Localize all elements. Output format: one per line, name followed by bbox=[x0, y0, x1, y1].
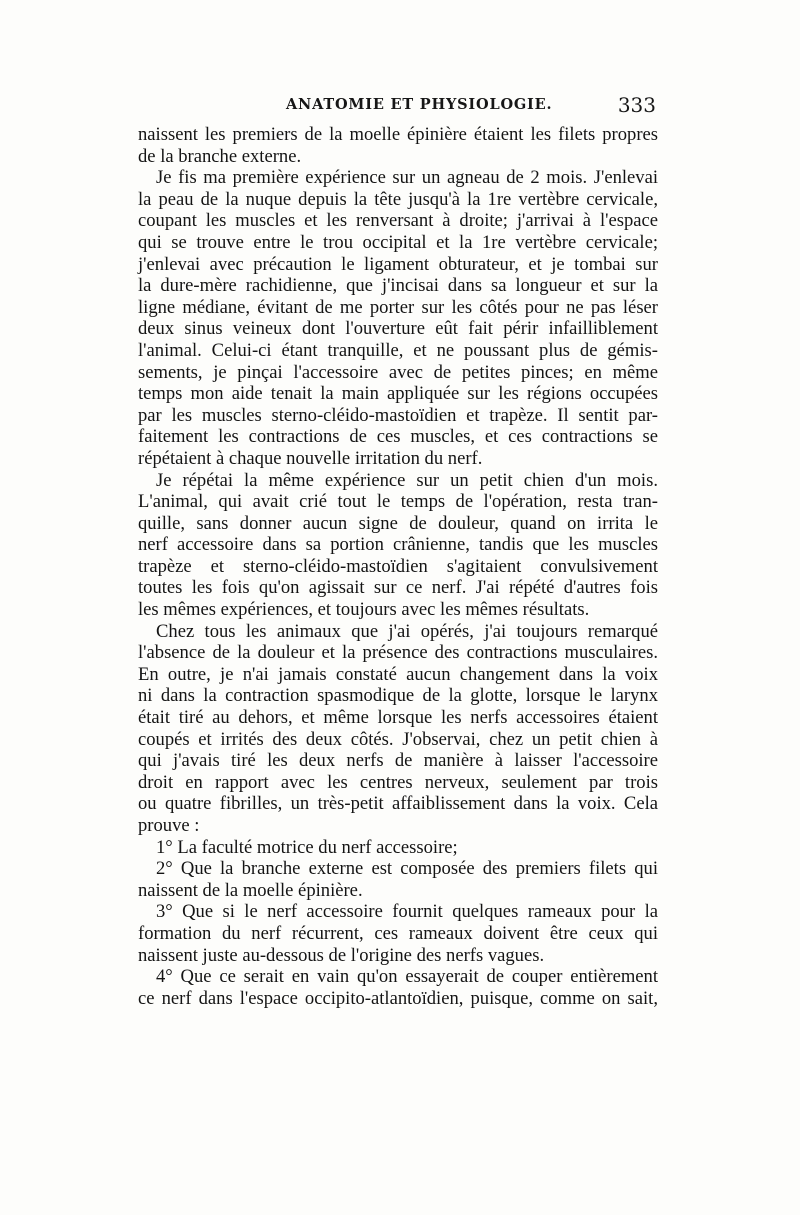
text-line: ni dans la contraction spasmodique de la glotte, lorsque le larynx bbox=[138, 685, 658, 707]
paragraph bbox=[138, 837, 658, 859]
text-line: j'enlevai avec précaution le ligament obturateur, et je tombai sur bbox=[138, 253, 658, 275]
paragraph bbox=[138, 858, 658, 901]
paragraph bbox=[138, 470, 658, 621]
text-line: prouve : bbox=[138, 815, 200, 836]
text-line: deux sinus veineux dont l'ouverture eût fait périr infailliblement bbox=[138, 318, 658, 340]
text-line: Je fis ma première expérience sur un agneau de 2 mois. J'enlevai bbox=[156, 167, 658, 189]
text-line: ou quatre fibrilles, un très-petit affaiblissement dans la voix. Cela bbox=[138, 793, 658, 815]
text-line: Je répétai la même expérience sur un petit chien d'un mois. bbox=[156, 469, 658, 491]
text-line: trapèze et sterno-cléido-mastoïdien s'agitaient convulsivement bbox=[138, 555, 658, 577]
text-line: naissent de la moelle épinière. bbox=[138, 879, 363, 901]
text-line: la peau de la nuque depuis la tête jusqu'à la 1re vertèbre cervicale, bbox=[138, 188, 658, 210]
text-line: les mêmes expériences, et toujours avec les mêmes résultats. bbox=[138, 599, 590, 621]
text-line: de la branche externe. bbox=[138, 145, 302, 167]
text-line: formation du nerf récurrent, ces rameaux doivent être ceux qui bbox=[138, 922, 658, 944]
paragraph bbox=[138, 167, 658, 469]
paragraph bbox=[138, 901, 658, 966]
text-line: coupant les muscles et les renversant à droite; j'arrivai à l'espace bbox=[138, 210, 658, 232]
text-line: 4° Que ce serait en vain qu'on essayerait de couper entièrement bbox=[156, 966, 658, 988]
text-line: coupés et irrités des deux côtés. J'observai, chez un petit chien à bbox=[138, 728, 658, 750]
text-line: répétaient à chaque nouvelle irritation du nerf. bbox=[138, 447, 483, 469]
running-head: ANATOMIE ET PHYSIOLOGIE. bbox=[286, 96, 553, 113]
text-line: qui se trouve entre le trou occipital et la 1re vertèbre cervicale; bbox=[138, 231, 658, 253]
text-line: En outre, je n'ai jamais constaté aucun changement dans la voix bbox=[138, 663, 658, 685]
text-line: L'animal, qui avait crié tout le temps de l'opération, resta tran- bbox=[138, 491, 658, 513]
text-line: ce nerf dans l'espace occipito-atlantoïdien, puisque, comme on sait, bbox=[138, 987, 658, 1009]
text-line: temps mon aide tenait la main appliquée sur les régions occupées bbox=[138, 383, 658, 405]
text-line: 2° Que la branche externe est composée des premiers filets qui bbox=[156, 858, 658, 880]
body-text bbox=[138, 124, 658, 1009]
text-line: 1° La faculté motrice du nerf accessoire; bbox=[156, 836, 458, 858]
text-line: l'animal. Celui-ci étant tranquille, et ne poussant plus de gémis- bbox=[138, 339, 658, 361]
page-number: 333 bbox=[617, 93, 656, 117]
paragraph bbox=[138, 621, 658, 837]
text-line: faitement les contractions de ces muscles, et ces contractions se bbox=[138, 426, 658, 448]
text-line: Chez tous les animaux que j'ai opérés, j'ai toujours remarqué bbox=[156, 620, 658, 642]
text-line: droit en rapport avec les centres nerveux, seulement par trois bbox=[138, 771, 658, 793]
paragraph bbox=[138, 966, 658, 1009]
page-header bbox=[138, 93, 658, 120]
text-line: toutes les fois qu'on agissait sur ce nerf. J'ai répété d'autres fois bbox=[138, 577, 658, 599]
text-line: l'absence de la douleur et la présence des contractions musculaires. bbox=[138, 642, 658, 664]
text-line: 3° Que si le nerf accessoire fournit quelques rameaux pour la bbox=[156, 901, 658, 923]
text-line: quille, sans donner aucun signe de douleur, quand on irrita le bbox=[138, 512, 658, 534]
text-line: la dure-mère rachidienne, que j'incisai dans sa longueur et sur la bbox=[138, 275, 658, 297]
text-line: sements, je pinçai l'accessoire avec de petites pinces; en même bbox=[138, 361, 658, 383]
paragraph bbox=[138, 124, 658, 167]
text-line: était tiré au dehors, et même lorsque les nerfs accessoires étaient bbox=[138, 707, 658, 729]
text-line: ligne médiane, évitant de me porter sur les côtés pour ne pas léser bbox=[138, 296, 658, 318]
text-line: par les muscles sterno-cléido-mastoïdien et trapèze. Il sentit par- bbox=[138, 404, 658, 426]
text-line: naissent juste au-dessous de l'origine des nerfs vagues. bbox=[138, 944, 545, 966]
text-line: naissent les premiers de la moelle épinière étaient les filets propres bbox=[138, 124, 658, 145]
text-line: nerf accessoire dans sa portion crânienne, tandis que les muscles bbox=[138, 534, 658, 556]
text-line: qui j'avais tiré les deux nerfs de manière à laisser l'accessoire bbox=[138, 750, 658, 772]
